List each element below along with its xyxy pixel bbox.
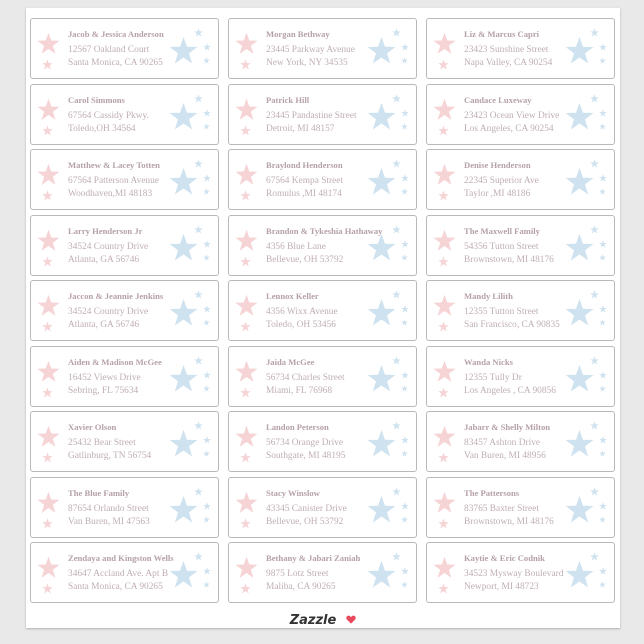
recipient-name: Liz & Marcus Capri [464,29,540,39]
blue-star-icon [392,225,401,234]
street-address: 56734 Orange Drive [266,438,344,448]
recipient-name: Candace Luxeway [464,94,532,105]
blue-star-icon [590,487,599,496]
city-state-zip: Sebring, FL 75634 [68,385,139,396]
city-state-zip: Romulus ,MI 48174 [266,189,342,199]
recipient-name: Lennox Keller [266,291,319,301]
blue-star-icon [169,298,198,327]
blue-star-icon [203,123,210,130]
city-state-zip: Van Buren, MI 47563 [68,516,150,527]
pink-star-icon [235,32,258,55]
blue-star-icon [401,319,408,326]
brand-logo: Zazzle [289,612,337,628]
blue-star-icon [203,450,210,457]
pink-star-icon [433,294,456,317]
city-state-zip: Brownstown, MI 48176 [464,254,554,265]
recipient-name: Patrick Hill [266,94,310,105]
blue-star-icon [203,57,210,64]
address-label [30,280,219,341]
blue-star-icon [169,364,198,393]
pink-star-icon [37,32,60,55]
address-label [228,542,417,603]
blue-star-icon [401,109,409,117]
pink-star-icon [235,294,258,317]
recipient-name: Jaccon & Jeannie Jenkins [68,291,164,301]
address-label [30,542,219,603]
pink-star-icon [235,556,258,579]
blue-star-icon [392,487,401,496]
street-address: 9875 Lotz Street [266,569,329,579]
pink-star-icon [438,190,449,201]
blue-star-icon [367,429,396,458]
blue-star-icon [401,502,409,510]
city-state-zip: Santa Monica, CA 90265 [68,58,163,68]
blue-star-icon [599,174,607,182]
address-label [426,346,615,407]
city-state-zip: Toledo, OH 53456 [266,320,336,330]
city-state-zip: Gatlinburg, TN 56754 [68,451,152,461]
blue-star-icon [599,188,606,195]
pink-star-icon [240,321,251,332]
blue-star-icon [599,43,607,51]
blue-star-icon [392,159,401,168]
blue-star-icon [599,567,607,575]
blue-star-icon [401,174,409,182]
city-state-zip: Van Buren, MI 48956 [464,451,546,461]
blue-star-icon [401,43,409,51]
street-address: 12355 Tutton Street [464,307,539,317]
blue-star-icon [194,225,203,234]
city-state-zip: Taylor ,MI 48186 [464,189,531,199]
address-label [30,346,219,407]
blue-star-icon [401,188,408,195]
pink-star-icon [433,491,456,514]
blue-star-icon [565,36,594,65]
pink-star-icon [433,32,456,55]
recipient-name: Jaida McGee [266,356,315,367]
blue-star-icon [203,516,210,523]
blue-star-icon [203,174,211,182]
street-address: 87654 Orlando Street [68,503,149,514]
blue-star-icon [599,436,607,444]
pink-star-icon [433,229,456,252]
blue-star-icon [599,109,607,117]
street-address: 56734 Charles Street [266,372,345,383]
city-state-zip: New York, NY 34535 [266,58,348,68]
pink-star-icon [433,98,456,121]
blue-star-icon [169,167,198,196]
pink-star-icon [240,59,251,70]
street-address: 83765 Baxter Street [464,503,539,514]
blue-star-icon [169,36,198,65]
blue-star-icon [599,450,606,457]
city-state-zip: Maliba, CA 90265 [266,582,336,592]
street-address: 23445 Parkway Avenue [266,45,355,55]
blue-star-icon [590,290,599,299]
blue-star-icon [392,552,401,561]
pink-star-icon [433,425,456,448]
blue-star-icon [392,421,401,430]
blue-star-icon [599,371,607,379]
recipient-name: Wanda Nicks [464,356,513,367]
recipient-name: Xavier Olson [68,422,117,432]
pink-star-icon [438,321,449,332]
pink-star-icon [37,425,60,448]
blue-star-icon [169,102,198,131]
blue-star-icon [203,305,211,313]
blue-star-icon [401,371,409,379]
address-label [228,18,417,79]
pink-star-icon [37,360,60,383]
city-state-zip: Woodhaven,MI 48183 [68,189,153,199]
pink-star-icon [433,360,456,383]
pink-star-icon [42,583,53,594]
address-label [228,477,417,538]
street-address: 25432 Bear Street [68,438,136,448]
recipient-name: Jabarr & Shelly Milton [464,422,551,432]
street-address: 22345 Superior Ave [464,176,539,186]
blue-star-icon [203,581,210,588]
pink-star-icon [240,387,251,398]
pink-star-icon [438,256,449,267]
blue-star-icon [599,319,606,326]
blue-star-icon [401,123,408,130]
blue-star-icon [203,43,211,51]
street-address: 83457 Ashton Drive [464,438,541,448]
recipient-name: Landon Peterson [266,422,329,432]
blue-star-icon [367,102,396,131]
pink-star-icon [42,190,53,201]
street-address: 16452 Views Drive [68,372,141,383]
blue-star-icon [565,364,594,393]
street-address: 4356 Blue Lane [266,241,326,252]
recipient-name: Zendaya and Kingston Wells [68,553,174,563]
address-label [228,346,417,407]
blue-star-icon [565,167,594,196]
blue-star-icon [367,167,396,196]
address-label [426,411,615,472]
pink-star-icon [235,229,258,252]
pink-star-icon [42,452,53,463]
address-label [426,18,615,79]
pink-star-icon [42,518,53,529]
recipient-name: Braylond Henderson [266,160,343,170]
pink-star-icon [235,163,258,186]
address-label [426,84,615,145]
blue-star-icon [367,233,396,262]
city-state-zip: Miami, FL 76968 [266,385,333,396]
address-label [30,84,219,145]
blue-star-icon [401,240,409,248]
blue-star-icon [401,581,408,588]
pink-star-icon [438,452,449,463]
address-label [228,149,417,210]
blue-star-icon [392,290,401,299]
blue-star-icon [367,298,396,327]
blue-star-icon [565,298,594,327]
blue-star-icon [401,567,409,575]
sticker-sheet [26,8,620,628]
blue-star-icon [203,188,210,195]
blue-star-icon [194,421,203,430]
pink-star-icon [235,98,258,121]
street-address: 23423 Sunshine Street [464,45,549,55]
pink-star-icon [37,163,60,186]
blue-star-icon [367,560,396,589]
address-label [30,411,219,472]
blue-star-icon [203,436,211,444]
pink-star-icon [438,59,449,70]
blue-star-icon [590,421,599,430]
city-state-zip: Brownstown, MI 48176 [464,516,554,527]
blue-star-icon [590,28,599,37]
pink-star-icon [37,556,60,579]
city-state-zip: Napa Valley, CA 90254 [464,58,553,68]
recipient-name: Mandy Lilith [464,291,513,301]
blue-star-icon [599,240,607,248]
pink-star-icon [438,518,449,529]
pink-star-icon [235,491,258,514]
city-state-zip: Los Angeles, CA 90254 [464,123,554,134]
address-label [426,149,615,210]
pink-star-icon [37,98,60,121]
city-state-zip: Southgate, MI 48195 [266,451,346,461]
blue-star-icon [392,356,401,365]
recipient-name: Aiden & Madison McGee [68,356,162,367]
blue-star-icon [590,94,599,103]
recipient-name: The Pattersons [464,487,520,498]
address-label [426,477,615,538]
blue-star-icon [401,57,408,64]
pink-star-icon [240,190,251,201]
blue-star-icon [599,502,607,510]
address-label [228,280,417,341]
blue-star-icon [203,109,211,117]
street-address: 34524 Country Drive [68,241,149,252]
blue-star-icon [565,233,594,262]
blue-star-icon [590,159,599,168]
blue-star-icon [169,429,198,458]
street-address: 4356 Wixx Avenue [266,307,338,317]
pink-star-icon [433,163,456,186]
blue-star-icon [599,57,606,64]
street-address: 67564 Kempa Street [266,176,344,186]
blue-star-icon [203,254,210,261]
address-label [30,477,219,538]
blue-star-icon [203,385,210,392]
pink-star-icon [37,229,60,252]
blue-star-icon [194,159,203,168]
recipient-name: Brandon & Tykeshia Hathaway [266,225,383,236]
address-label [426,280,615,341]
pink-star-icon [42,321,53,332]
street-address: 23423 Ocean View Drive [464,110,560,121]
blue-star-icon [392,94,401,103]
street-address: 67564 Cassidy Pkwy. [68,110,149,121]
recipient-name: Jacob & Jessica Anderson [68,29,164,39]
label-grid [30,18,615,603]
blue-star-icon [194,290,203,299]
pink-star-icon [240,583,251,594]
address-label [30,149,219,210]
city-state-zip: San Francisco, CA 90835 [464,320,560,330]
street-address: 54356 Tutton Street [464,241,539,252]
blue-star-icon [590,552,599,561]
blue-star-icon [169,233,198,262]
pink-star-icon [240,125,251,136]
city-state-zip: Santa Monica, CA 90265 [68,582,163,592]
pink-star-icon [42,256,53,267]
city-state-zip: Bellevue, OH 53792 [266,254,344,265]
blue-star-icon [194,552,203,561]
blue-star-icon [599,123,606,130]
blue-star-icon [367,36,396,65]
address-label [228,84,417,145]
recipient-name: Matthew & Lacey Totten [68,160,160,170]
blue-star-icon [401,516,408,523]
city-state-zip: Detroit, MI 48157 [266,123,335,134]
blue-star-icon [590,356,599,365]
address-label [30,215,219,276]
recipient-name: Larry Henderson Jr [68,225,143,236]
address-label [426,542,615,603]
city-state-zip: Toledo,OH 34564 [68,123,136,134]
blue-star-icon [401,254,408,261]
pink-star-icon [438,583,449,594]
pink-star-icon [235,360,258,383]
pink-star-icon [438,125,449,136]
recipient-name: Bethany & Jabari Zaniah [266,553,361,563]
blue-star-icon [401,305,409,313]
street-address: 12567 Oakland Court [68,45,150,55]
blue-star-icon [203,502,211,510]
blue-star-icon [401,385,408,392]
pink-star-icon [42,387,53,398]
address-label [426,215,615,276]
address-label [228,411,417,472]
blue-star-icon [203,567,211,575]
recipient-name: Morgan Bethway [266,29,330,39]
pink-star-icon [240,256,251,267]
blue-star-icon [565,560,594,589]
recipient-name: The Blue Family [68,487,130,498]
city-state-zip: Los Angeles , CA 90856 [464,385,556,396]
blue-star-icon [599,385,606,392]
blue-star-icon [590,225,599,234]
blue-star-icon [599,581,606,588]
blue-star-icon [599,305,607,313]
blue-star-icon [392,28,401,37]
blue-star-icon [599,254,606,261]
pink-star-icon [433,556,456,579]
blue-star-icon [565,495,594,524]
blue-star-icon [599,516,606,523]
heart-icon [346,611,356,629]
pink-star-icon [37,491,60,514]
footer [26,611,620,628]
blue-star-icon [194,356,203,365]
city-state-zip: Atlanta, GA 56746 [68,320,140,330]
blue-star-icon [401,450,408,457]
recipient-name: The Maxwell Family [464,225,540,236]
blue-star-icon [169,560,198,589]
street-address: 23445 Pandastine Street [266,110,357,121]
blue-star-icon [203,371,211,379]
blue-star-icon [194,28,203,37]
street-address: 34647 Accland Ave. Apt B [68,569,169,579]
blue-star-icon [367,495,396,524]
address-label [228,215,417,276]
blue-star-icon [194,94,203,103]
blue-star-icon [194,487,203,496]
blue-star-icon [367,364,396,393]
recipient-name: Carol Simmons [68,94,125,105]
recipient-name: Stacy Winslow [266,487,320,498]
pink-star-icon [42,59,53,70]
street-address: 43345 Canister Drive [266,503,347,514]
blue-star-icon [401,436,409,444]
pink-star-icon [37,294,60,317]
blue-star-icon [565,429,594,458]
blue-star-icon [203,240,211,248]
pink-star-icon [235,425,258,448]
city-state-zip: Bellevue, OH 53792 [266,516,344,527]
recipient-name: Denise Henderson [464,160,531,170]
pink-star-icon [42,125,53,136]
street-address: 67564 Patterson Avenue [68,176,159,186]
city-state-zip: Newport, MI 48723 [464,582,539,592]
street-address: 34524 Country Drive [68,307,149,317]
blue-star-icon [565,102,594,131]
pink-star-icon [240,518,251,529]
address-label [30,18,219,79]
blue-star-icon [169,495,198,524]
blue-star-icon [203,319,210,326]
city-state-zip: Atlanta, GA 56746 [68,254,140,265]
recipient-name: Kaytie & Eric Codnik [464,553,545,563]
pink-star-icon [240,452,251,463]
pink-star-icon [438,387,449,398]
street-address: 12355 Tully Dr [464,372,522,383]
street-address: 34523 Mysway Boulevard [464,569,564,579]
